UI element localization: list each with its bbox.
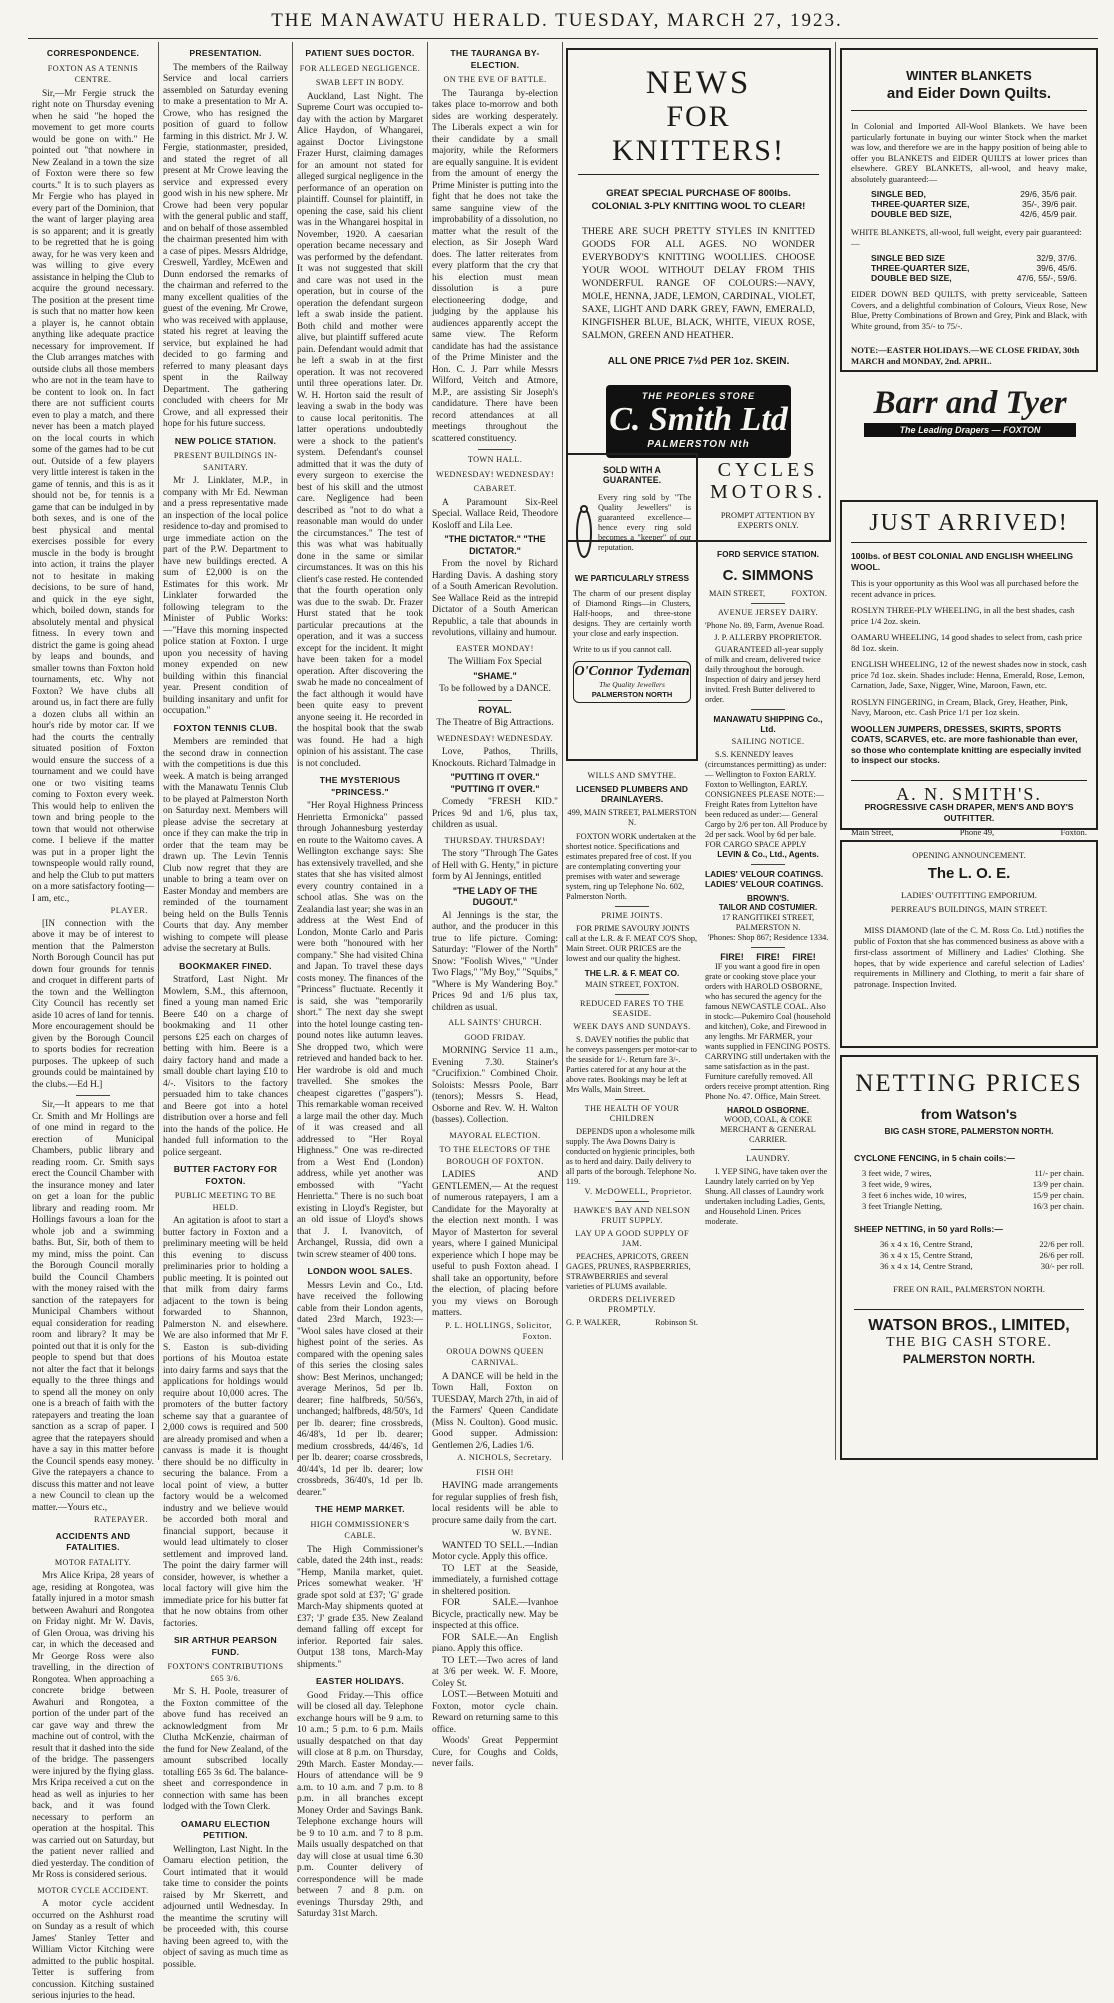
- classified-ad: FOR SALE.—Ivanhoe Bicycle, practically new. May be inspected at this office.: [432, 1598, 558, 1631]
- ad-netting-prices: [840, 1055, 1098, 1460]
- editor-note: [IN connection with the above it may be of interest to mention that the Palmerston North Borough Council has put down four grounds for tennis and croquet in different parts of the town and the Wellington City Council has recently set aside 10 acres of land for tennis. More encouragement should be given by the Borough Council to sports bodies for recreation purposes. The upkeep of such grounds could be maintained by the clubs.—Ed H.]: [32, 918, 154, 1090]
- ad-subtitle: WEEK DAYS AND SUNDAYS.: [573, 1022, 691, 1031]
- ad-town: PALMERSTON NORTH.: [902, 1352, 1036, 1366]
- article-body: Mr S. H. Poole, treasurer of the Foxton committee of the above fund has received an acknowledgment from Mr Clutha McKenzie, chairman of the fund for New Zealand, of the amount subscribed locally totalling £65 3s 6d. The balance-sheet and correspondence in connection with same has been lodged with the Town Clerk.: [163, 1687, 288, 1812]
- ad-body: GUARANTEED all-year supply of milk and cream, delivered twice daily throughout the borough. Inspection of dairy and jersey herd invited. Fresh Butter delivered to order.: [705, 645, 824, 704]
- ad-title: CYCLES: [717, 459, 819, 481]
- article-title: PATIENT SUES DOCTOR.: [305, 48, 415, 58]
- ad-body: Every ring sold by "The Quality Jewellers" is guaranteed excellence—hence every ring sold becomes a "keeper" of our reputation.: [598, 493, 691, 552]
- diamond-ring-icon: [573, 493, 595, 567]
- article-body: Messrs Levin and Co., Ltd. have received the following cable from their London agents, dated 23rd March, 1923:— "Wool sales have closed at their highest point of the series. As compared with the opening sales of this series the closing sales show: Best Merinos, unchanged; average Merinos, 5d per lb. dearer; fine halfbreds, 50/56's, unchanged; halfbreds, 48/50's, 1d per lb. dearer; fine crossbreds, 46/48's, 1d per lb. dearer; medium crossbreds, 44/46's, 1d per lb. dearer; coarse crossbreds, 40/44's, 1d per lb. dearer; low crossbreds, 36/40's, 1d per lb. dearer.": [297, 1280, 423, 1498]
- signature: PLAYER.: [110, 906, 148, 915]
- price-row: 3 feet 6 inches wide, 10 wires, 15/9 per chain.: [862, 1190, 1084, 1200]
- article-title: BOOKMAKER FINED.: [179, 960, 272, 971]
- ad-phone: 'Phone No. 89, Farm, Avenue Road.: [705, 621, 825, 630]
- ad-column-cycles: [705, 453, 831, 1460]
- notice-body: To be followed by a DANCE.: [439, 684, 551, 694]
- notice-title: TOWN HALL.: [467, 455, 523, 464]
- ad-title: LADIES' VELOUR COATINGS.: [705, 869, 824, 879]
- article-body: Stratford, Last Night. Mr Mowlem, S.M., this afternoon, fined a young man named Eric Beere £40 on a charge of bookmaking and 11 other persons £25 each on charges of betting with him. Beere is a dairy factory hand and made a small double chart laying £10 to 4/-. Visitors to the factory persuaded him to take chances and Beere got into a hotel distribution over a horse and fell into the hands of the police. He handed full information to the police sergeant.: [163, 975, 288, 1158]
- ad-subtitle: PROMPT ATTENTION BY EXPERTS ONLY.: [720, 511, 816, 530]
- notice-subtitle: CABARET.: [473, 484, 517, 493]
- ad-subtitle: LICENSED PLUMBERS AND DRAINLAYERS.: [576, 784, 688, 804]
- article-subtitle: SWAB LEFT IN BODY.: [315, 78, 405, 87]
- ad-title: A. N. SMITH'S.: [851, 780, 1087, 800]
- ad-title: FOR KNITTERS!: [578, 100, 819, 175]
- divider: [751, 603, 785, 604]
- ad-title: BROWN'S.: [746, 893, 790, 903]
- article-subtitle: PRESENT BUILDINGS IN-SANITARY.: [173, 451, 278, 472]
- ad-title: THE L.R. & F. MEAT CO.: [584, 968, 680, 978]
- price-row: 36 x 4 x 15, Centre Strand, 26/6 per roll.: [880, 1250, 1084, 1260]
- article-title: OAMARU ELECTION PETITION.: [180, 1818, 270, 1840]
- ad-title: FIRE! FIRE! FIRE!: [720, 952, 816, 962]
- ad-body: DEPENDS upon a wholesome milk supply. The Awa Downs Dairy is conducted on hygienic principles, both as to herd and dairy. Daily delivery to all parts of the borough. Telephone No. 119.: [566, 1127, 697, 1186]
- ad-item: ROSLYN FINGERING, in Cream, Black, Grey, Heather, Pink, Navy, Maroon, etc. Cash Price 1/1 per 1oz skein.: [851, 696, 1068, 717]
- article-title: LONDON WOOL SALES.: [307, 1266, 413, 1276]
- ad-subtitle: SAILING NOTICE.: [731, 737, 805, 746]
- ad-lead: GREAT SPECIAL PURCHASE OF 800lbs. COLONIAL 3-PLY KNITTING WOOL TO CLEAR!: [591, 188, 806, 212]
- article-title: THE TAURANGA BY-ELECTION.: [450, 48, 540, 70]
- ad-subtitle: PROGRESSIVE CASH DRAPER, MEN'S AND BOY'S OUTFITTER.: [864, 802, 1074, 823]
- price-row: SINGLE BED SIZE 32/9, 37/6.: [871, 253, 1077, 263]
- ad-address-row: [851, 827, 1087, 838]
- ad-body: THERE ARE SUCH PRETTY STYLES IN KNITTED GOODS FOR ALL AGES. NO WONDER EVERYBODY'S KNITTING WOOLLIES. CHOOSE YOUR WOOL WITHOUT DELAY FROM THIS WONDERFUL RANGE OF COLOURS:—NAVY, MOLE, HENNA, JADE, LEMON, CARDINAL, VIOLET, SAXE, LIGHT AND DARK GREY, FAWN, EMERALD, KINGFISHER BLUE, BLACK, WHITE, VIEUX ROSE, SALMON, GREEN AND HEATHER.: [582, 226, 815, 341]
- price-row: THREE-QUARTER SIZE, 35/-, 39/6 pair.: [871, 199, 1077, 209]
- column-rule: [835, 42, 836, 1460]
- price-row: DOUBLE BED SIZE, 42/6, 45/9 pair.: [871, 209, 1077, 219]
- ad-note: FREE ON RAIL, PALMERSTON NORTH.: [893, 1284, 1045, 1294]
- ad-title: and Eider Down Quilts.: [851, 85, 1087, 111]
- article-body: A motor cycle accident occurred on the Ashhurst road on Sunday as a result of which James' Stanley Tetter and William Victor Kitching were admitted to the public hospital. Tetter is suffering from concussion. Kitching sustained serious injuries to the head.: [32, 1899, 154, 2001]
- divider: [751, 709, 785, 710]
- price-row: SINGLE BED, 29/6, 35/6 pair.: [871, 189, 1077, 199]
- signature: W. BYNE.: [511, 1528, 552, 1537]
- notice-subtitle: TO THE ELECTORS OF THE BOROUGH OF FOXTON.: [439, 1145, 551, 1166]
- ad-body: FOR PRIME SAVOURY JOINTS call at the L.R. & F. MEAT CO'S Shop, Main Street. OUR PRICES are the lowest and our quality the highest.: [566, 924, 698, 963]
- ad-address: MAIN STREET, FOXTON.: [585, 980, 679, 989]
- notice-title: EASTER MONDAY!: [456, 643, 534, 653]
- film-title: "SHAME.": [473, 670, 517, 681]
- article-body: "Her Royal Highness Princess Henrietta Ermonicka" passed through Johannesburg yesterday en route to the Waitomo caves. A Wellington exchange says: She has extensively travelled, and she states that she has visited almost every country contained in a school atlas. She was on the Zealandia last year; she was in an address at the West End of London, Monte Carlo and Paris were both "honoured with her company." She had visited China and Japan. To travel these days costs money. The finances of the "Princess" fluctuate. Recently it is said, she was "temporarily short." The next day she swept into the hotel lounge casting ten-pound notes like autumn leaves. She dropped two, which were retrieved and handed back to her. Her wardrobe is old and much travelled. She smokes the cheapest cigarettes ("gaspers"). This remarkable woman received a large mail the other day. Much of it was creased and all addressed to "Her Royal Highness." One was re-directed from a West End (London) address, while yet another was embossed with "Yacht Henrietta." There is no such boat existing in Lloyd's Register, but an old issue of Lloyd's shows that J. I. Ivanovitch, of Archangel, Russia, did own a twin screw steamer of 400 tons.: [297, 801, 423, 1260]
- divider: [751, 947, 785, 948]
- film-title: "THE LADY OF THE DUGOUT.": [452, 885, 538, 907]
- ad-body: EIDER DOWN BED QUILTS, with pretty serviceable, Satteen Covers, and a delightful combination of Colours, Vieux Rose, New Blue, Pretty Combinations of Brown and Grey, Pink and Black, with White ground, from 35/- to 75/-.: [851, 289, 1087, 331]
- divider: [615, 994, 649, 995]
- ad-item: ROSLYN THREE-PLY WHEELING, in all the best shades, cash price 1/4 2oz. skein.: [851, 605, 1075, 626]
- classified-ad: WANTED TO SELL.—Indian Motor cycle. Apply this office.: [432, 1540, 558, 1562]
- article-body: Sir,—It appears to me that Cr. Smith and Mr Hollings are of one mind in regard to the erection of Municipal Chambers, public library and reading room. Cr. Smith says erect the Council Chamber with the insurance money and later on get a loan for the public library and reading room. Mr Hollings favours a loan for the whole job and a swimming baths. But, Sir, both of them to my mind, miss the point. Can the Borough Council morally build the Council Chambers with the money raised with the sanction of the ratepayers for Municipal Chambers without equal consideration for reading room and library? It may be pointed out that it is only for the people to spend but that does not alter the fact that it belongs equally to the three things and to spend all the money on only one is a breach of faith with the ratepayers and treating the loan sanction as a scrap of paper. I agree that the ratepayers should have a say in this matter before the Council spends easy money. Give the ratepayers a chance to discuss this matter and not leave a new Council to clean up the matter.—Yours etc.,: [32, 1100, 154, 1513]
- price-row: 36 x 4 x 14, Centre Strand, 30/- per roll.: [880, 1261, 1084, 1271]
- classified-ad: TO LET.—Two acres of land at 3/6 per week. W. F. Moore, Coley St.: [432, 1655, 558, 1689]
- article-body: The members of the Railway Service and local carriers assembled on Saturday evening to make a presentation to Mr A. Crowe, who has resigned the position of guard to follow farming in this district. Mr J. W. Fergie, stationmaster, presided, and stated the regret of all present at Mr Crowe leaving the service and expressed every good wish in his new sphere. Mr Crowe had been very popular with the general public and staff, and on behalf of those assembled the chairman presented him with a case of pipes. Messrs Aldridge, Creswell, Yardley, McEwen and Dunn endorsed the remarks of the chairman and referred to the many excellent qualities of the guest of the evening. Mr Crowe, who was received with applause, stated his regret at leaving the service, but explained he had decided to go farming and referred to many pleasant days spent in the Railway Department. The gathering concluded with cheers for Mr Crowe, and all expressed their hope for his future success.: [163, 62, 288, 429]
- divider: [615, 906, 649, 907]
- ad-item: 100lbs. of BEST COLONIAL AND ENGLISH WHEELING WOOL.: [851, 551, 1074, 572]
- article-body: An agitation is afoot to start a butter factory in Foxton and a preliminary meeting will be held this evening to discuss preliminaries prior to holding a public meeting. It is pointed out that milk from dairy farms adjacent to the town is being forwarded to Shannon, Palmerston N. and elsewhere. We are also informed that Mr F. S. Easton is sub-dividing portions of his Moutoa estate into dairy farms and says that the applications for holdings would require about 10,000 acres. The promoters of the butter factory scheme say that a guarantee of 2,000 cows is required and 500 are already promised and when a canvass is made it is thought there should be no difficulty in securing the balance. From a local point of view, a butter factory would be a welcomed industry and we believe would be accorded both moral and financial support, because it would lead ultimately to closer settlement and improved land. The point the dairy farmer will consider, however, is whether a local factory will give him the immediate price for his butter fat that he now obtains from other factories.: [163, 1216, 288, 1629]
- section-title: ACCIDENTS AND FATALITIES.: [55, 1530, 131, 1552]
- ad-body: In Colonial and Imported All-Wool Blankets. We have been particularly fortunate in buying our winter Stock when the market was low, and therefore we are in the happy position of being able to offer you BLANKETS and EIDER QUILTS at lower prices than elsewhere. GREY BLANKETS, all-wool, and heavy make, absolutely guaranteed:—: [851, 121, 1087, 184]
- ad-ring-row: [573, 493, 691, 567]
- logo-name: Barr and Tyer: [873, 385, 1067, 421]
- classified-ad: FOR SALE.—An English piano. Apply this office.: [432, 1632, 558, 1654]
- notice-body: HAVING made arrangements for regular supplies of fresh fish, local residents will be able to procure same daily from the cart.: [432, 1481, 558, 1526]
- notice-days: THURSDAY. THURSDAY!: [444, 835, 546, 845]
- c-smith-logo: [606, 385, 791, 458]
- ad-title: HAWKE'S BAY AND NELSON FRUIT SUPPLY.: [573, 1206, 691, 1225]
- notice-body: A Paramount Six-Reel Special. Wallace Reid, Theodore Kosloff and Lila Lee.: [432, 497, 558, 531]
- column-rule: [158, 42, 159, 1460]
- notice-title: MAYORAL ELECTION.: [449, 1130, 541, 1140]
- article-title: NEW POLICE STATION.: [174, 435, 277, 446]
- column-rule: [292, 42, 293, 1460]
- cyclone-list: [854, 1164, 1084, 1212]
- ad-price: ALL ONE PRICE 7½d PER 1oz. SKEIN.: [607, 356, 790, 367]
- classified-ad: Woods' Great Peppermint Cure, for Coughs and Colds, never fails.: [432, 1736, 558, 1769]
- ad-signature-row: [566, 1318, 698, 1328]
- logo-tagline: The Quality Jewellers: [599, 680, 665, 689]
- notice-body: LADIES AND GENTLEMEN,— At the request of numerous ratepayers, I am a Candidate for the Mayoralty at the election next month. I was Mayor of Masterton for several years, where I gained Municipal experience which I hope may be useful to push Foxton ahead. I shall take an opportunity, before the election, of placing before you my views on Borough matters.: [432, 1170, 558, 1318]
- ad-subtitle: LADIES' OUTFITTING EMPORIUM.: [901, 889, 1037, 900]
- notice-days: WEDNESDAY! WEDNESDAY.: [436, 733, 554, 743]
- price-list-white: [851, 253, 1087, 283]
- ad-oconnor-tydeman: [566, 453, 698, 761]
- article-subtitle: ON THE EVE OF BATTLE.: [443, 75, 547, 84]
- logo-name: O'Connor Tydeman: [574, 664, 690, 679]
- ad-body: Write to us if you cannot call.: [573, 645, 672, 654]
- ad-subtitle: WE PARTICULARLY STRESS: [574, 573, 690, 583]
- ad-subtitle: LAY UP A GOOD SUPPLY OF JAM.: [575, 1229, 689, 1248]
- ad-street: MAIN STREET,: [709, 589, 766, 598]
- column-correspondence: [32, 43, 154, 2001]
- logo-place: PALMERSTON Nth: [647, 439, 750, 450]
- signature: P. L. HOLLINGS, Solicitor, Foxton.: [445, 1320, 552, 1341]
- film-title: "PUTTING IT OVER." "PUTTING IT OVER.": [450, 772, 540, 794]
- logo-name: C. Smith Ltd: [609, 401, 788, 438]
- ad-subtitle: from Watson's: [920, 1106, 1018, 1122]
- notice-title: ALL SAINTS' CHURCH.: [448, 1018, 542, 1027]
- film-title: "THE DICTATOR." "THE DICTATOR.": [444, 534, 546, 556]
- price-row: DOUBLE BED SIZE, 47/6, 55/-, 59/6.: [871, 273, 1077, 283]
- ad-winter-blankets: [840, 48, 1098, 372]
- article-title: BUTTER FACTORY FOR FOXTON.: [173, 1164, 278, 1186]
- ad-title: SOLD WITH A GUARANTEE.: [602, 465, 662, 485]
- notice-body: MORNING Service 11 a.m., Evening 7.30. Stainer's "Crucifixion." Combined Choir. Soloists: Messrs Poole, Barr (tenors); Messrs S. Head, Osborne and Rev. W. H. Walton (basses). Collection.: [432, 1046, 558, 1125]
- ad-subtitle: WOOD, COAL, & COKE MERCHANT & GENERAL CARRIER.: [720, 1115, 816, 1144]
- signature: Robinson St.: [655, 1318, 698, 1327]
- notice-body: Al Jennings is the star, the author, and the producer in this true to life picture. Coming: Saturday: "Flower of the North" Snow: "Foolish Wives," "Under Two Flags," "My Boy," "Squibs," "Where is My Wandering Boy." Prices 9d and 1/6 plus tax, children as usual.: [432, 910, 558, 1013]
- divider: [751, 1149, 785, 1150]
- ad-body: FOXTON WORK undertaken at the shortest notice. Specifications and estimates prepared free of cost. If you are contemplating converting your premises with water and sewerage system, ring up Telephone No. 602, Palmerston North.: [566, 832, 696, 901]
- price-row: 3 feet Triangle Netting, 16/3 per chain.: [862, 1201, 1084, 1211]
- article-subtitle: HIGH COMMISSIONER'S CABLE.: [310, 1519, 410, 1540]
- ad-list-head: CYCLONE FENCING, in 5 chain coils:—: [854, 1153, 1015, 1163]
- article-body: Good Friday.—This office will be closed all day. Telephone exchange hours will be 9 a.m. to 10 a.m.; 5 p.m. to 6 p.m. Mails usually despatched on that day will close at 8 p.m. on Thursday, 29th March. Easter Monday.—Hours of attendance will be 9 a.m. to 10 a.m. and 7 p.m. to 8 p.m. in all branches except Money Order and Savings Bank. Telephone exchange hours will be 9 to 10 a.m. and 7 to 8 p.m. Mails usually despatched on that day will close at usual time 6.30 p.m. Counter delivery of correspondence will be made between 7 and 8 p.m. on evenings Thursday 29th, and Saturday 31st March.: [297, 1690, 423, 1919]
- price-row: THREE-QUARTER SIZE, 39/6, 45/6.: [871, 263, 1077, 273]
- article-body: The High Commissioner's cable, dated the 24th inst., reads: "Hemp, Manila market, quiet. Prices somewhat weaker. 'H' grade spot sold at £37; 'G' grade March-May shipments quoted at £37; 'J' grade £35. New Zealand demand falling off except for inferior. Reported fair sales. Output 138 tons, March-May shipments.": [297, 1544, 423, 1670]
- article-subtitle: FOR ALLEGED NEGLIGENCE.: [299, 63, 421, 73]
- ad-title: C. SIMMONS: [722, 567, 814, 584]
- notice-subtitle: The Theatre of Big Attractions.: [436, 718, 554, 728]
- ad-body: The charm of our present display of Diamond Rings—in Clusters, Half-hoops, and three-stone designs. They are certainly worth your close and early inspection.: [573, 589, 691, 638]
- ad-phone: 'Phones: Shop 867; Residence 1334.: [707, 933, 829, 942]
- notice-body: The story "Through The Gates of Hell with G. Henty," in picture form by Al Jennings, entitled: [432, 849, 558, 882]
- section-title: CORRESPONDENCE.: [46, 48, 140, 58]
- ad-title: PRIME JOINTS.: [601, 911, 663, 920]
- ad-subtitle: OPENING ANNOUNCEMENT.: [912, 850, 1026, 860]
- column-three: [297, 43, 423, 1919]
- ad-subtitle: TAILOR AND COSTUMIER.: [718, 903, 818, 912]
- article-title: MOTOR FATALITY.: [54, 1557, 132, 1567]
- ad-title: WINTER BLANKETS: [906, 68, 1032, 83]
- ad-phone: Phone 49,: [959, 827, 995, 837]
- ad-street: Main Street,: [851, 827, 894, 837]
- ad-list-head: SHEEP NETTING, in 50 yard Rolls:—: [854, 1224, 1003, 1234]
- article-body: Mr J. Linklater, M.P., in company with Mr Ed. Newman and a press representative made an inspection of the local police residence to-day and promised to urge immediate action on the part of the P.W. Department to have new buildings erected. A sum of £2,000 is on the Estimates for this work. Mr Linklater forwarded the following telegram to the Minister of Public Works:—"Have this morning inspected police station at Foxton. I urge upon you necessity of having money expended on new building within this financial year. Present condition of building insanitary and unfit for occupation.": [163, 476, 288, 716]
- classified-ad: LOST.—Between Motuiti and Foxton, motor cycle chain. Reward on returning same to this office.: [432, 1690, 558, 1735]
- article-body: Members are reminded that the second draw in connection with the competitions is due this week. A match is being arranged with the Manawatu Tennis Club to be played at Palmerston North on Saturday next. Members will please advise the secretary at once if they can make the trip in order that the team may be drawn up. The Levin Tennis Club now regret that they are unable to bring a team over on Easter Monday and members are reminded of the tournament being held on the Bulls Tennis Courts that day. Any member wishing to compete will please advise the secretary at Bulls.: [163, 737, 288, 954]
- divider: [76, 1095, 110, 1096]
- ad-item: OAMARU WHEELING, 14 good shades to select from, cash price 8d 1oz. skein.: [851, 632, 1083, 653]
- divider: [751, 864, 785, 865]
- ad-body: PEACHES, APRICOTS, GREEN GAGES, PRUNES, RASPBERRIES, STRAWBERRIES and several varieties of PLUMS available.: [566, 1252, 691, 1291]
- notice-body: The William Fox Special: [448, 657, 542, 667]
- ad-title: MOTORS.: [710, 481, 826, 503]
- signature: G. P. WALKER,: [566, 1318, 621, 1327]
- notice-body: A DANCE will be held in the Town Hall, Foxton on TUESDAY, March 27th, in aid of the Farmers' Queen Candidate (Miss N. Coulton). Good music. Good supper. Admission: Gentlemen 2/6, Ladies 1/6.: [432, 1371, 558, 1451]
- signature: V. McDOWELL, Proprietor.: [584, 1187, 692, 1196]
- ad-column-small: [566, 768, 698, 1460]
- ad-title: NEWS: [645, 65, 752, 101]
- masthead: THE MANAWATU HERALD. TUESDAY, MARCH 27, 1923.: [271, 10, 843, 31]
- ad-subtitle: FORD SERVICE STATION.: [717, 549, 819, 559]
- signature: RATEPAYER.: [94, 1515, 148, 1524]
- notice-title: OROUA DOWNS QUEEN CARNIVAL.: [446, 1346, 544, 1367]
- ad-title: THE HEALTH OF YOUR CHILDREN: [584, 1104, 680, 1123]
- ad-subtitle: THE BIG CASH STORE.: [886, 1335, 1052, 1350]
- ad-owner: J. P. ALLERBY PROPRIETOR.: [714, 633, 822, 642]
- column-two: [163, 43, 288, 1970]
- divider: [478, 449, 512, 450]
- column-four: [432, 43, 558, 1769]
- ad-address: 17 RANGITIKEI STREET, PALMERSTON N.: [721, 913, 815, 932]
- ad-store: BIG CASH STORE, PALMERSTON NORTH.: [884, 1126, 1054, 1136]
- oconnor-logo: [573, 661, 691, 703]
- ad-note: NOTE:—EASTER HOLIDAYS.—WE CLOSE FRIDAY, 30th MARCH and MONDAY, 2nd. APRIL.: [851, 345, 1080, 366]
- article-title: FOXTON AS A TENNIS CENTRE.: [47, 63, 139, 84]
- barr-and-tyer-logo: [848, 383, 1092, 447]
- divider: [478, 700, 512, 701]
- ad-title: The L. O. E.: [927, 864, 1011, 882]
- ad-body: WHITE BLANKETS, all-wool, full weight, every pair guaranteed:—: [851, 227, 1082, 248]
- ad-title: LAUNDRY.: [746, 1154, 790, 1163]
- notice-body: From the novel by Richard Harding Davis. A dashing story of a South American Revolution. See Wallace Reid as the intrepid Dictator of a South American Republic, a tale that abounds in revolutions, villainy and humour.: [432, 559, 558, 638]
- ad-title: LADIES' VELOUR COATINGS.: [705, 879, 824, 889]
- article-body: The Tauranga by-election takes place to-morrow and both sides are working desperately. The Liberals expect a win for their candidate by a small majority, while the Reformers are equally sanguine. It is evident from the amount of energy the Prime Minister is putting into the fight that he does not take the same sanguine view of the improbability of a dissolution, no matter what the result of the election, as Sir Joseph Ward does. The latter reiterates from every platform that the cry that his election must mean dissolution is a pure electioneering dodge, and judging by the applause his audiences apparently accept the same view. The Reform candidate has had the assistance of the Prime Minister and the Hon. C. J. Parr while Messrs Wilford, Veitch and Atmore, M.P., are assisting Sir Joseph's candidature. There have been record attendances at all meetings throughout the scattered constituency.: [432, 88, 558, 444]
- article-title: PRESENTATION.: [189, 48, 262, 58]
- ad-address: PERREAU'S BUILDINGS, MAIN STREET.: [890, 904, 1048, 915]
- masthead-rule: [28, 38, 1098, 39]
- article-title: SIR ARTHUR PEARSON FUND.: [174, 1635, 277, 1657]
- ad-body: S. DAVEY notifies the public that he conveys passengers per motor-car to the seaside for 1/-. Return fare 3/-. Parties catered for at any hour at the above rates. Bookings may be left at Mrs Walls, Main Street.: [566, 1035, 697, 1094]
- ad-just-arrived: [840, 500, 1098, 837]
- ad-subtitle: ORDERS DELIVERED PROMPTLY.: [588, 1295, 676, 1314]
- ad-title: WATSON BROS., LIMITED,: [854, 1309, 1084, 1331]
- article-body: Sir,—Mr Fergie struck the right note on Thursday evening when he said "he hoped the movement to get more courts would be gone on with." He pointed out "that nowhere in New Zealand in a town the size of Foxton were there so few courts." It is to such players as Mr Fergie who has played in every part of the Dominion, that the want of larger playing area is so apparent; and it is greatly to be regretted that he is going away, for he was very keen and was willing to give every assistance in helping the Club to acquire the ground necessary. The position at the present time is such that no matter how keen a player is, he cannot obtain anything like adequate practice necessary for improvement. If the Club arranges matches with outside clubs all those members who are not in the team have to be content to look on. In fact there are not sufficient courts even to play a match, and there never has been a match played on the local courts in which some of the games had to be cut out. Outside of a few players very little interest is taken in the game of tennis, and this is as it should not be, for tennis is a game that can be indulged in by both sexes, and is one of the best physical and mental exercises possible for every muscle in the body is brought into action, it trains the player not to hesitate in making decisions, to be sure of hand, and quick in the eye sight, which, boiled down, stands for absolutely mental and physical fitness. In every town and district the game is going ahead by leaps and bounds, and smaller towns than Foxton hold tournaments, etc. Why not Foxton? We have clubs all around us, in fact there are fully a dozen clubs all within an hour's ride by motor car. If we had the courts the centrally situated position of Foxton would ensure the success of a tournament and we could have one or two visiting teams coming to Foxton every week. This would help to enliven the town and bring people to the town that would not otherwise come. I believe if the matter was put in a proper light the townspeople would rally round, and help the Club to put matters on a more satisfactory footing—I am, etc.,: [32, 88, 154, 904]
- logo-tagline: The Leading Drapers — FOXTON: [864, 423, 1076, 437]
- price-row: 3 feet wide, 7 wires, 11/- per chain.: [862, 1168, 1084, 1178]
- notice-days: WEDNESDAY! WEDNESDAY!: [436, 469, 554, 479]
- logo-tagline: THE PEOPLES STORE: [641, 391, 756, 401]
- article-title: THE HEMP MARKET.: [315, 1504, 405, 1514]
- ad-town: FOXTON.: [791, 589, 827, 598]
- article-title: FOXTON TENNIS CLUB.: [173, 722, 278, 733]
- price-row: 3 feet wide, 9 wires, 13/9 per chain.: [862, 1179, 1084, 1189]
- article-title: EASTER HOLIDAYS.: [315, 1676, 405, 1686]
- ad-item: ENGLISH WHEELING, 12 of the newest shades now in stock, cash price 7d 1oz. skein. Shades include: Henna, Emerald, Rose, Lemon, Carnation, Jade, Saxe, Nigger, Wine, Maroon, Fawn, etc.: [851, 659, 1087, 690]
- column-rule: [562, 42, 563, 1460]
- ad-body: I. YEP SING, have taken over the Laundry lately carried on by Yep Shung. All classes of Laundry work undertaken including Ladies, Gents, and Household Linen. Prices moderate.: [705, 1167, 828, 1226]
- article-body: Mrs Alice Kripa, 28 years of age, residing at Rongotea, was fatally injured in a motor smash between Awahuri and Rongotea on Friday night. Mr W. Davis, of Glen Oroua, was driving his car, in which the deceased and Mr George Ross were also travelling, in the direction of Rongotea. When approaching a concrete bridge between Awahuri and Rongotea, a portion of the under part of the car gave way and threw the machine out of control, with the result that it dashed into the side of the bridge. The passengers were injured by the flying glass. Mrs Kripa received a cut on the head as well as injuries to her back, and it was found necessary to perform an operation at the hospital. This was carried out on Saturday, but the patient never rallied and died yesterday. The condition of Mr Ross is considered serious.: [32, 1571, 154, 1880]
- ad-agents: LEVIN & Co., Ltd., Agents.: [717, 850, 819, 859]
- notice-body: Comedy "FRESH KID." Prices 9d and 1/6, plus tax, children as usual.: [432, 797, 558, 830]
- ad-body: IF you want a good fire in open grate or cooking stove place your orders with HAROLD OSBORNE, who has secured the agency for the famous NEWCASTLE COAL. Also in stock:—Pukemiro Coal (household and kitchen), Coke, and Firewood in any lengths. Mr FARMER, your wants supplied in FENCING POSTS. CARRYING still undertaken with the same satisfaction as in the past. Furniture carefully removed. All orders receive prompt attention. Ring Phone No. 47. Office, Main Street.: [705, 962, 831, 1101]
- divider: [615, 1099, 649, 1100]
- ad-title: REDUCED FARES TO THE SEASIDE.: [579, 999, 685, 1018]
- notice-title: ROYAL.: [478, 704, 512, 715]
- price-list-grey: [851, 189, 1087, 219]
- ad-address-row: [705, 589, 831, 599]
- ad-title: HAROLD OSBORNE.: [726, 1105, 810, 1115]
- price-row: 36 x 4 x 16, Centre Strand, 22/6 per roll.: [880, 1239, 1084, 1249]
- ad-title: NETTING PRICES: [855, 1070, 1083, 1097]
- ad-loe: [840, 840, 1098, 1048]
- ad-item: WOOLLEN JUMPERS, DRESSES, SKIRTS, SPORTS COATS, SCARVES, etc. are more fashionable than ever, so those who contemplate knitting are especially invited to inspect our stocks.: [851, 723, 1082, 765]
- article-subtitle: FOXTON'S CONTRIBUTIONS £65 3/6.: [167, 1662, 284, 1683]
- ad-item: This is your opportunity as this Wool was all purchased before the recent advance in prices.: [851, 578, 1079, 599]
- classified-ad: TO LET at the Seaside, immediately, a furnished cottage in sheltered position.: [432, 1563, 558, 1597]
- ad-title: AVENUE JERSEY DAIRY.: [718, 608, 818, 617]
- article-title: THE MYSTERIOUS "PRINCESS.": [319, 775, 401, 797]
- ad-title: WILLS AND SMYTHE.: [587, 771, 677, 780]
- ad-town: Foxton.: [1060, 827, 1087, 837]
- article-subtitle: PUBLIC MEETING TO BE HELD.: [174, 1191, 277, 1212]
- notice-subtitle: GOOD FRIDAY.: [464, 1032, 526, 1042]
- ad-title: JUST ARRIVED!: [851, 508, 1087, 543]
- logo-place: PALMERSTON NORTH: [591, 690, 673, 699]
- column-rule: [427, 42, 428, 1460]
- article-body: Auckland, Last Night. The Supreme Court was occupied to-day with the action by Margaret Alice Haydon, of Whangarei, against Doctor Livingstone Frazer Hurst, claiming damages for an amount not stated for alleged surgical negligence in the performance of an operation on plaintiff. Counsel for plaintiff, in opening the case, said his client was in the Whangarei hospital in November, 1920. A caesarian operation became necessary and was performed by the defendant. It was not suggested that skill and care was not used in the operation, but in course of the operation the defendant surgeon left a swab inside the patient. Both child and mother were alive, but plaintiff suffered acute pain. Defendant would admit that he left a swab in at the first operation. It was not recovered until three operations later. Dr. W. H. Horton said the result of leaving a swab in the body was to cause local peritonitis. The latter operations undoubtedly were a shock to the patient's system. Defendant's counsel admitted that it was the duty of every surgeon to exercise the best of his skill and the utmost care. Negligence had been described as "not to do what a reasonable man would do under the circumstances." The test of this was what was habitually done in the same or similar circumstances. It was on this his client's case rested. He contended that the fourth operation only was due to the swab. Dr. Frazer Hurst stated that he took particular precautions at the operation, and it was a success except for the incident. It might have been taken for a model operation. After discovering the swab he made no concealment of the fact although it would have been quite easy to prevent anyone seeing it. He recorded in the hospital book that the swab was found. He had a high opinion of his assistant. The case is not concluded.: [297, 91, 423, 769]
- sheep-list: [854, 1235, 1084, 1272]
- divider: [615, 1201, 649, 1202]
- notice-body: Love, Pathos, Thrills, Knockouts. Richard Talmadge in: [432, 747, 558, 769]
- notice-title: FISH OH!: [476, 1467, 514, 1477]
- article-title: MOTOR CYCLE ACCIDENT.: [37, 1885, 149, 1895]
- ad-address: 499, MAIN STREET, PALMERSTON N.: [567, 808, 697, 827]
- ad-body: MISS DIAMOND (late of the C. M. Ross Co. Ltd.) notifies the public of Foxton that she has commenced business as above with a first-class assortment of Millinery and Ladies' Clothing. She hopes, that by wide experience and careful selection of Ladies' requirements in Millinery and Clothing, to merit a fair share of patronage. Inspection Invited.: [854, 925, 1084, 990]
- ad-body: S.S. KENNEDY leaves (circumstances permitting) as under:— Wellington to Foxton EARLY. Foxton to Wellington, EARLY. CONSIGNEES PLEASE NOTE:—Freight Rates from Lyttelton have been reduced as under:— General Cargo by 2/6 per ton. All Produce by 2d per sack. Wool by 6d per bale. FOR CARGO SPACE APPLY: [705, 750, 828, 849]
- ad-title: MANAWATU SHIPPING Co., Ltd.: [713, 714, 823, 734]
- signature: A. NICHOLS, Secretary.: [457, 1453, 552, 1462]
- article-body: Wellington, Last Night. In the Oamaru election petition, the Court intimated that it would take time to consider the points raised by Mr Skerrett, and adjourned until Wednesday. In the meantime the scrutiny will be proceeded with, this course having been agreed to, with the object of saving as much time as possible.: [163, 1844, 288, 1970]
